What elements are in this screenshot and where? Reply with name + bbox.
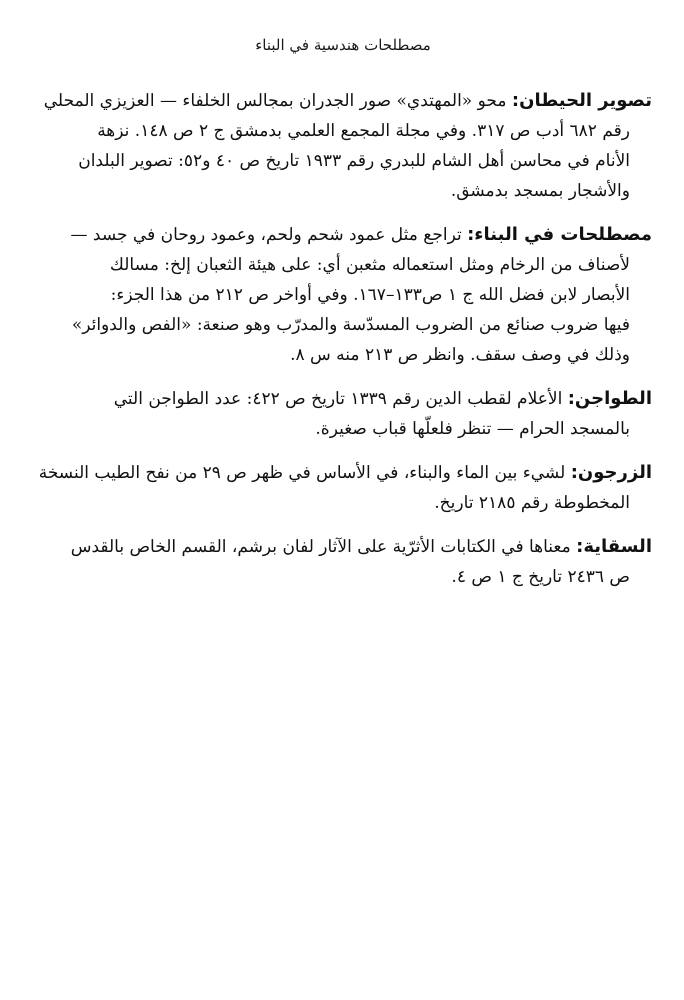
entry-line: المخطوطة رقم ٢١٨٥ تاريخ. xyxy=(434,493,630,513)
entry-line xyxy=(34,220,652,250)
entry-line xyxy=(34,384,652,414)
entry-line: وذلك في وصف سقف. وانظر ص ٢١٣ منه س ٨. xyxy=(290,345,630,365)
entry-line: رقم ٦٨٢ أدب ص ٣١٧. وفي مجلة المجمع العلمي بدمشق ج ٢ ص ١٤٨. نزهة xyxy=(97,121,630,141)
entry-al-siqaya xyxy=(34,532,652,592)
entry-text: الأعلام لقطب الدين رقم ١٣٣٩ تاريخ ص ٤٢٢: عدد الطواجن التي xyxy=(113,389,563,409)
entry-line xyxy=(34,458,652,488)
entry-term: تصوير الحيطان: xyxy=(511,90,652,111)
entry-al-tawajin xyxy=(34,384,652,444)
entry-line: الأنام في محاسن أهل الشام للبدري رقم ١٩٣٣ تاريخ ص ٤٠ و٥٢: تصوير البلدان xyxy=(78,151,630,171)
entry-text: تراجع مثل عمود شحم ولحم، وعمود روحان في جسد — xyxy=(70,225,462,245)
entry-mustalahat-fi-al-bina xyxy=(34,220,652,370)
entry-taswir-al-hitan xyxy=(34,86,652,206)
entry-line: بالمسجد الحرام — تنظر فلعلّها قباب صغيرة. xyxy=(315,419,630,439)
entry-line xyxy=(34,86,652,116)
entry-term: السقاية: xyxy=(576,536,652,557)
entry-line: فيها ضروب صنائع من الضروب المسدّسة والمدرّب وهو صنعة: «الفص والدوائر» xyxy=(71,315,630,335)
entry-line xyxy=(34,532,652,562)
entry-text: معناها في الكتابات الأثرّية على الآثار لفان برشم، القسم الخاص بالقدس xyxy=(70,537,571,557)
entry-term: الطواجن: xyxy=(567,388,652,409)
entry-term: مصطلحات في البناء: xyxy=(467,224,652,245)
entry-line: لأصناف من الرخام ومثل استعماله مثعبن أي: على هيئة الثعبان إلخ: مسالك xyxy=(109,255,630,275)
running-header: مصطلحات هندسية في البناء xyxy=(255,36,431,54)
entry-al-zarjun xyxy=(34,458,652,518)
entry-text: لشيء بين الماء والبناء، في الأساس في ظهر ص ٢٩ من نفح الطيب النسخة xyxy=(38,463,566,483)
entry-term: الزرجون: xyxy=(570,462,652,483)
entry-text: محو «المهتدي» صور الجدران بمجالس الخلفاء — العزيزي المحلي xyxy=(43,91,507,111)
entry-line: ص ٢٤٣٦ تاريخ ج ١ ص ٤. xyxy=(451,567,630,587)
entry-line: الأبصار لابن فضل الله ج ١ ص١٣٣–١٦٧. وفي أواخر ص ٢١٢ من هذا الجزء: xyxy=(110,285,630,305)
entry-line: والأشجار بمسجد بدمشق. xyxy=(450,181,630,201)
